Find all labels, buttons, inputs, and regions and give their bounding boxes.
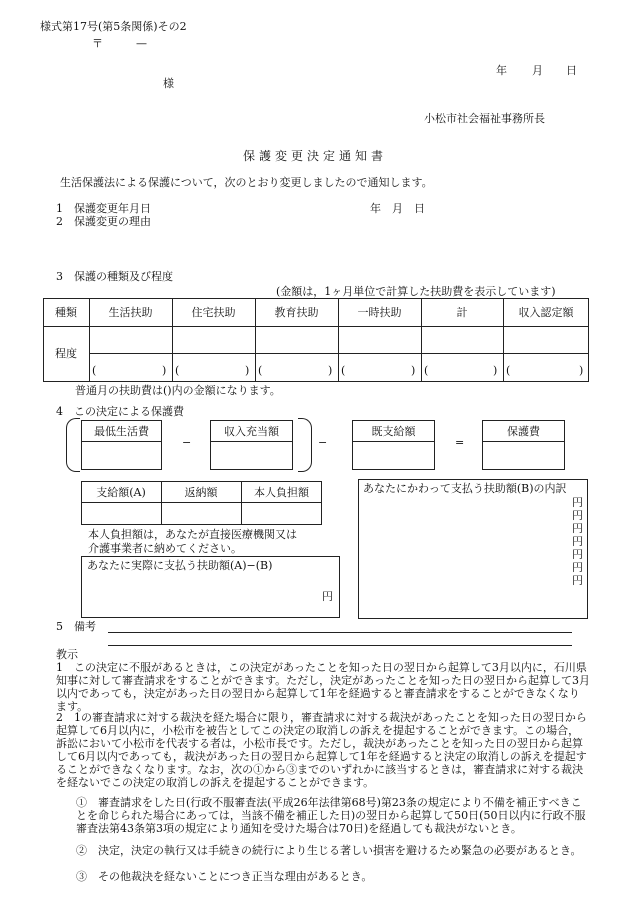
table-header-living: 生活扶助 xyxy=(108,306,153,319)
supply-amount-label: 支給額(A) xyxy=(96,486,146,499)
paren-open-housing: ( xyxy=(175,364,180,377)
bracket-close xyxy=(298,418,312,472)
self-pay-label: 本人負担額 xyxy=(254,486,309,499)
proxy-yen-2: 円 xyxy=(572,509,583,522)
paren-close-income: ) xyxy=(579,364,584,377)
table-header-income: 収入認定額 xyxy=(518,306,574,319)
paren-open-total: ( xyxy=(424,364,429,377)
bracket-open xyxy=(66,418,80,472)
document-title: 保護変更決定通知書 xyxy=(242,149,387,163)
notice-condition-1: ① 審査請求をした日(行政不服審査法(平成26年法律第68号)第23条の規定により不備を補正すべきことを命じられた場合にあっては，当該不備を補正した日)の翌日から起算して50日(50日以内に行政不服審査法第43条第3項の規定により通知を受けた場合は70日)を経過しても裁決がないとき。 xyxy=(76,796,586,835)
minus-sign-2: − xyxy=(318,436,328,449)
paren-open-education: ( xyxy=(258,364,263,377)
intro-text: 生活保護法による保護について，次のとおり変更しましたので通知します。 xyxy=(60,176,433,189)
proxy-yen-1: 円 xyxy=(572,496,583,509)
proxy-yen-3: 円 xyxy=(572,522,583,535)
table-header-total: 計 xyxy=(456,306,468,319)
honorific: 様 xyxy=(163,77,174,90)
table-header-education: 教育扶助 xyxy=(274,306,319,319)
item-change-date-value: 年 月 日 xyxy=(370,202,425,215)
section4-title: 4 この決定による保護費 xyxy=(56,405,184,418)
table-header-type: 種類 xyxy=(55,306,77,319)
postal-mark: 〒 xyxy=(92,37,103,50)
self-pay-note-2: 介護事業者に納めてください。 xyxy=(88,542,242,555)
paren-close-total: ) xyxy=(493,364,498,377)
minus-sign-1: − xyxy=(182,436,192,449)
date-day: 日 xyxy=(566,64,577,77)
income-label: 収入充当額 xyxy=(224,425,279,438)
paren-close-housing: ) xyxy=(245,364,250,377)
table-row-label-degree: 程度 xyxy=(55,347,77,360)
allowance-label: 保護費 xyxy=(507,425,540,438)
self-pay-note-1: 本人負担額は，あなたが直接医療機関又は xyxy=(88,528,297,541)
table-header-temporary: 一時扶助 xyxy=(357,306,402,319)
paren-close-education: ) xyxy=(328,364,333,377)
notice-heading: 教示 xyxy=(56,648,78,661)
remarks-line-2 xyxy=(108,645,572,646)
notice-condition-2: ② 決定，決定の執行又は手続きの続行により生じる著しい損害を避けるため緊急の必要があるとき。 xyxy=(76,844,582,857)
paren-open-temporary: ( xyxy=(341,364,346,377)
equals-sign: = xyxy=(455,436,465,449)
actual-pay-label: あなたに実際に支払う扶助額(A)−(B) xyxy=(87,559,273,572)
proxy-yen-4: 円 xyxy=(572,535,583,548)
min-cost-label: 最低生活費 xyxy=(94,425,149,438)
table-header-housing: 住宅扶助 xyxy=(191,306,236,319)
remarks-line-1 xyxy=(108,632,572,633)
table-note: 普通月の扶助費は()内の金額になります。 xyxy=(75,384,281,397)
return-amount-label: 返納額 xyxy=(184,486,218,499)
paren-close-living: ) xyxy=(162,364,167,377)
paid-label: 既支給額 xyxy=(371,425,416,438)
notice-condition-3: ③ その他裁決を経ないことにつき正当な理由があるとき。 xyxy=(76,870,373,883)
paren-close-temporary: ) xyxy=(411,364,416,377)
date-month: 月 xyxy=(532,64,543,77)
paren-open-living: ( xyxy=(92,364,97,377)
proxy-yen-5: 円 xyxy=(572,548,583,561)
item-change-reason-label: 2 保護変更の理由 xyxy=(56,215,151,228)
form-number: 様式第17号(第5条関係)その2 xyxy=(40,20,187,33)
item-kind-note: (金額は，1ヶ月単位で計算した扶助費を表示しています) xyxy=(276,285,556,298)
paren-open-income: ( xyxy=(506,364,511,377)
section5-title: 5 備考 xyxy=(56,620,96,633)
issuer: 小松市社会福祉事務所長 xyxy=(424,112,545,125)
proxy-pay-box xyxy=(358,479,588,619)
actual-pay-yen: 円 xyxy=(322,590,333,603)
proxy-pay-label: あなたにかわって支払う扶助額(B)の内訳 xyxy=(363,482,567,495)
proxy-yen-7: 円 xyxy=(572,574,583,587)
notice-paragraph-2: 2 1の審査請求に対する裁決を経た場合に限り，審査請求に対する裁決があったことを知った日の翌日から起算して6月以内に，小松市を被告としてこの決定の取消しの訴えを提起することができます。この場合，訴訟において小松市を代表する者は，小松市長です。ただし，裁決があったことを知った日の翌日から起算して6月以内であっても，裁決があった日の翌日から起算して1年を経過すると決定の取消しの訴えを提起することができなくなります。なお，次の①から③までのいずれかに該当するときは，審査請求に対する裁決を経ないでこの決定の取消しの訴えを提起することができます。 xyxy=(56,711,587,789)
postal-dash: — xyxy=(136,37,147,50)
notice-paragraph-1: 1 この決定に不服があるときは，この決定があったことを知った日の翌日から起算して3月以内に，石川県知事に対して審査請求をすることができます。ただし，決定があったことを知った日の翌日から起算して3月以内であっても，決定があった日の翌日から起算して1年を経過すると審査請求をすることができなくなります。 xyxy=(56,661,591,713)
item-kind-label: 3 保護の種類及び程度 xyxy=(56,270,173,283)
date-year: 年 xyxy=(496,64,507,77)
item-change-date-label: 1 保護変更年月日 xyxy=(56,202,151,215)
proxy-yen-6: 円 xyxy=(572,561,583,574)
